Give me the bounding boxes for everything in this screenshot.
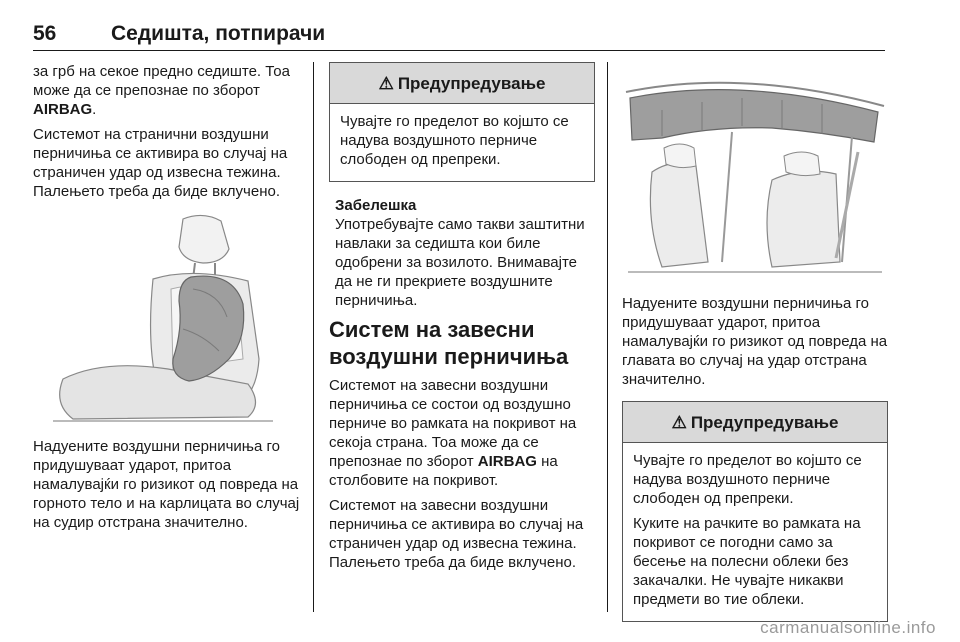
- paragraph-curtain-system: Системот на завесни воздушни перничиња се состои од воздушно перниче во рамката на покривот на секоја страна. Тоа може да се препознае по зборот AIRBAG на столбовите на покривот.: [329, 377, 577, 489]
- airbag-word: AIRBAG: [33, 101, 93, 118]
- paragraph-curtain-activation: Системот на завесни воздушни перничиња се активира во случај на страничен удар од извесна тежина. Палењето треба да биде вклучено.: [329, 497, 584, 571]
- header-rule: [33, 50, 885, 51]
- column-1: [33, 62, 301, 538]
- watermark: carmanualsonline.info: [760, 618, 936, 637]
- page-title: Седишта, потпирачи: [111, 22, 326, 45]
- warning-title: Предупредување: [690, 412, 839, 432]
- warning-text-2: Куките на рачките во рамката на покривот се погодни само за бесење на полесни облеки без закачалки. Не чувајте никакви предмети во тие облеки.: [633, 515, 861, 608]
- paragraph-activation: Системот на странични воздушни перничиња се активира во случај на страничен удар од извесна тежина. Палењето треба да биде вклучено.: [33, 126, 288, 200]
- airbag-word: AIRBAG: [477, 453, 537, 470]
- figure-caption: Надуените воздушни перничиња го придушуваат ударот, притоа намалувајќи го ризикот од повреда на горното тело и на карлицата во случај на судир отстрана значително.: [33, 438, 300, 531]
- note-block: [329, 196, 595, 310]
- warning-body: [623, 443, 887, 621]
- warning-text: Чувајте го пределот во којшто се надува воздушното перниче слободен од препреки.: [340, 113, 569, 168]
- warning-header: [623, 402, 887, 443]
- warning-triangle-icon: ⚠: [671, 412, 687, 432]
- column-2: [329, 62, 595, 578]
- warning-box: [622, 401, 888, 622]
- paragraph-intro: за грб на секое предно седиште. Тоа може да се препознае по зборот AIRBAG.: [33, 63, 290, 118]
- page-number: 56: [33, 22, 57, 45]
- figure-caption: Надуените воздушни перничиња го придушуваат ударот, притоа намалувајќи го ризикот од повреда на главата во случај на удар отстрана значително.: [622, 295, 888, 388]
- note-title: Забелешка: [335, 197, 417, 214]
- section-heading: Систем на завесни воздушни перничиња: [329, 317, 569, 369]
- note-text: Употребувајте само такви заштитни навлаки за седишта кои биле одобрени за возилото. Внимавајте да не ги прекриете воздушните перничиња.: [335, 216, 585, 309]
- warning-text-1: Чувајте го пределот во којшто се надува воздушното перниче слободен од препреки.: [633, 452, 862, 507]
- warning-triangle-icon: ⚠: [378, 73, 394, 93]
- curtain-airbag-illustration: [622, 62, 888, 280]
- warning-header: [330, 63, 594, 104]
- column-divider-2: [607, 62, 608, 612]
- seat-airbag-illustration: [33, 209, 299, 423]
- column-3: [622, 62, 888, 622]
- column-divider-1: [313, 62, 314, 612]
- warning-title: Предупредување: [397, 73, 546, 93]
- warning-box: [329, 62, 595, 182]
- warning-body: [330, 104, 594, 181]
